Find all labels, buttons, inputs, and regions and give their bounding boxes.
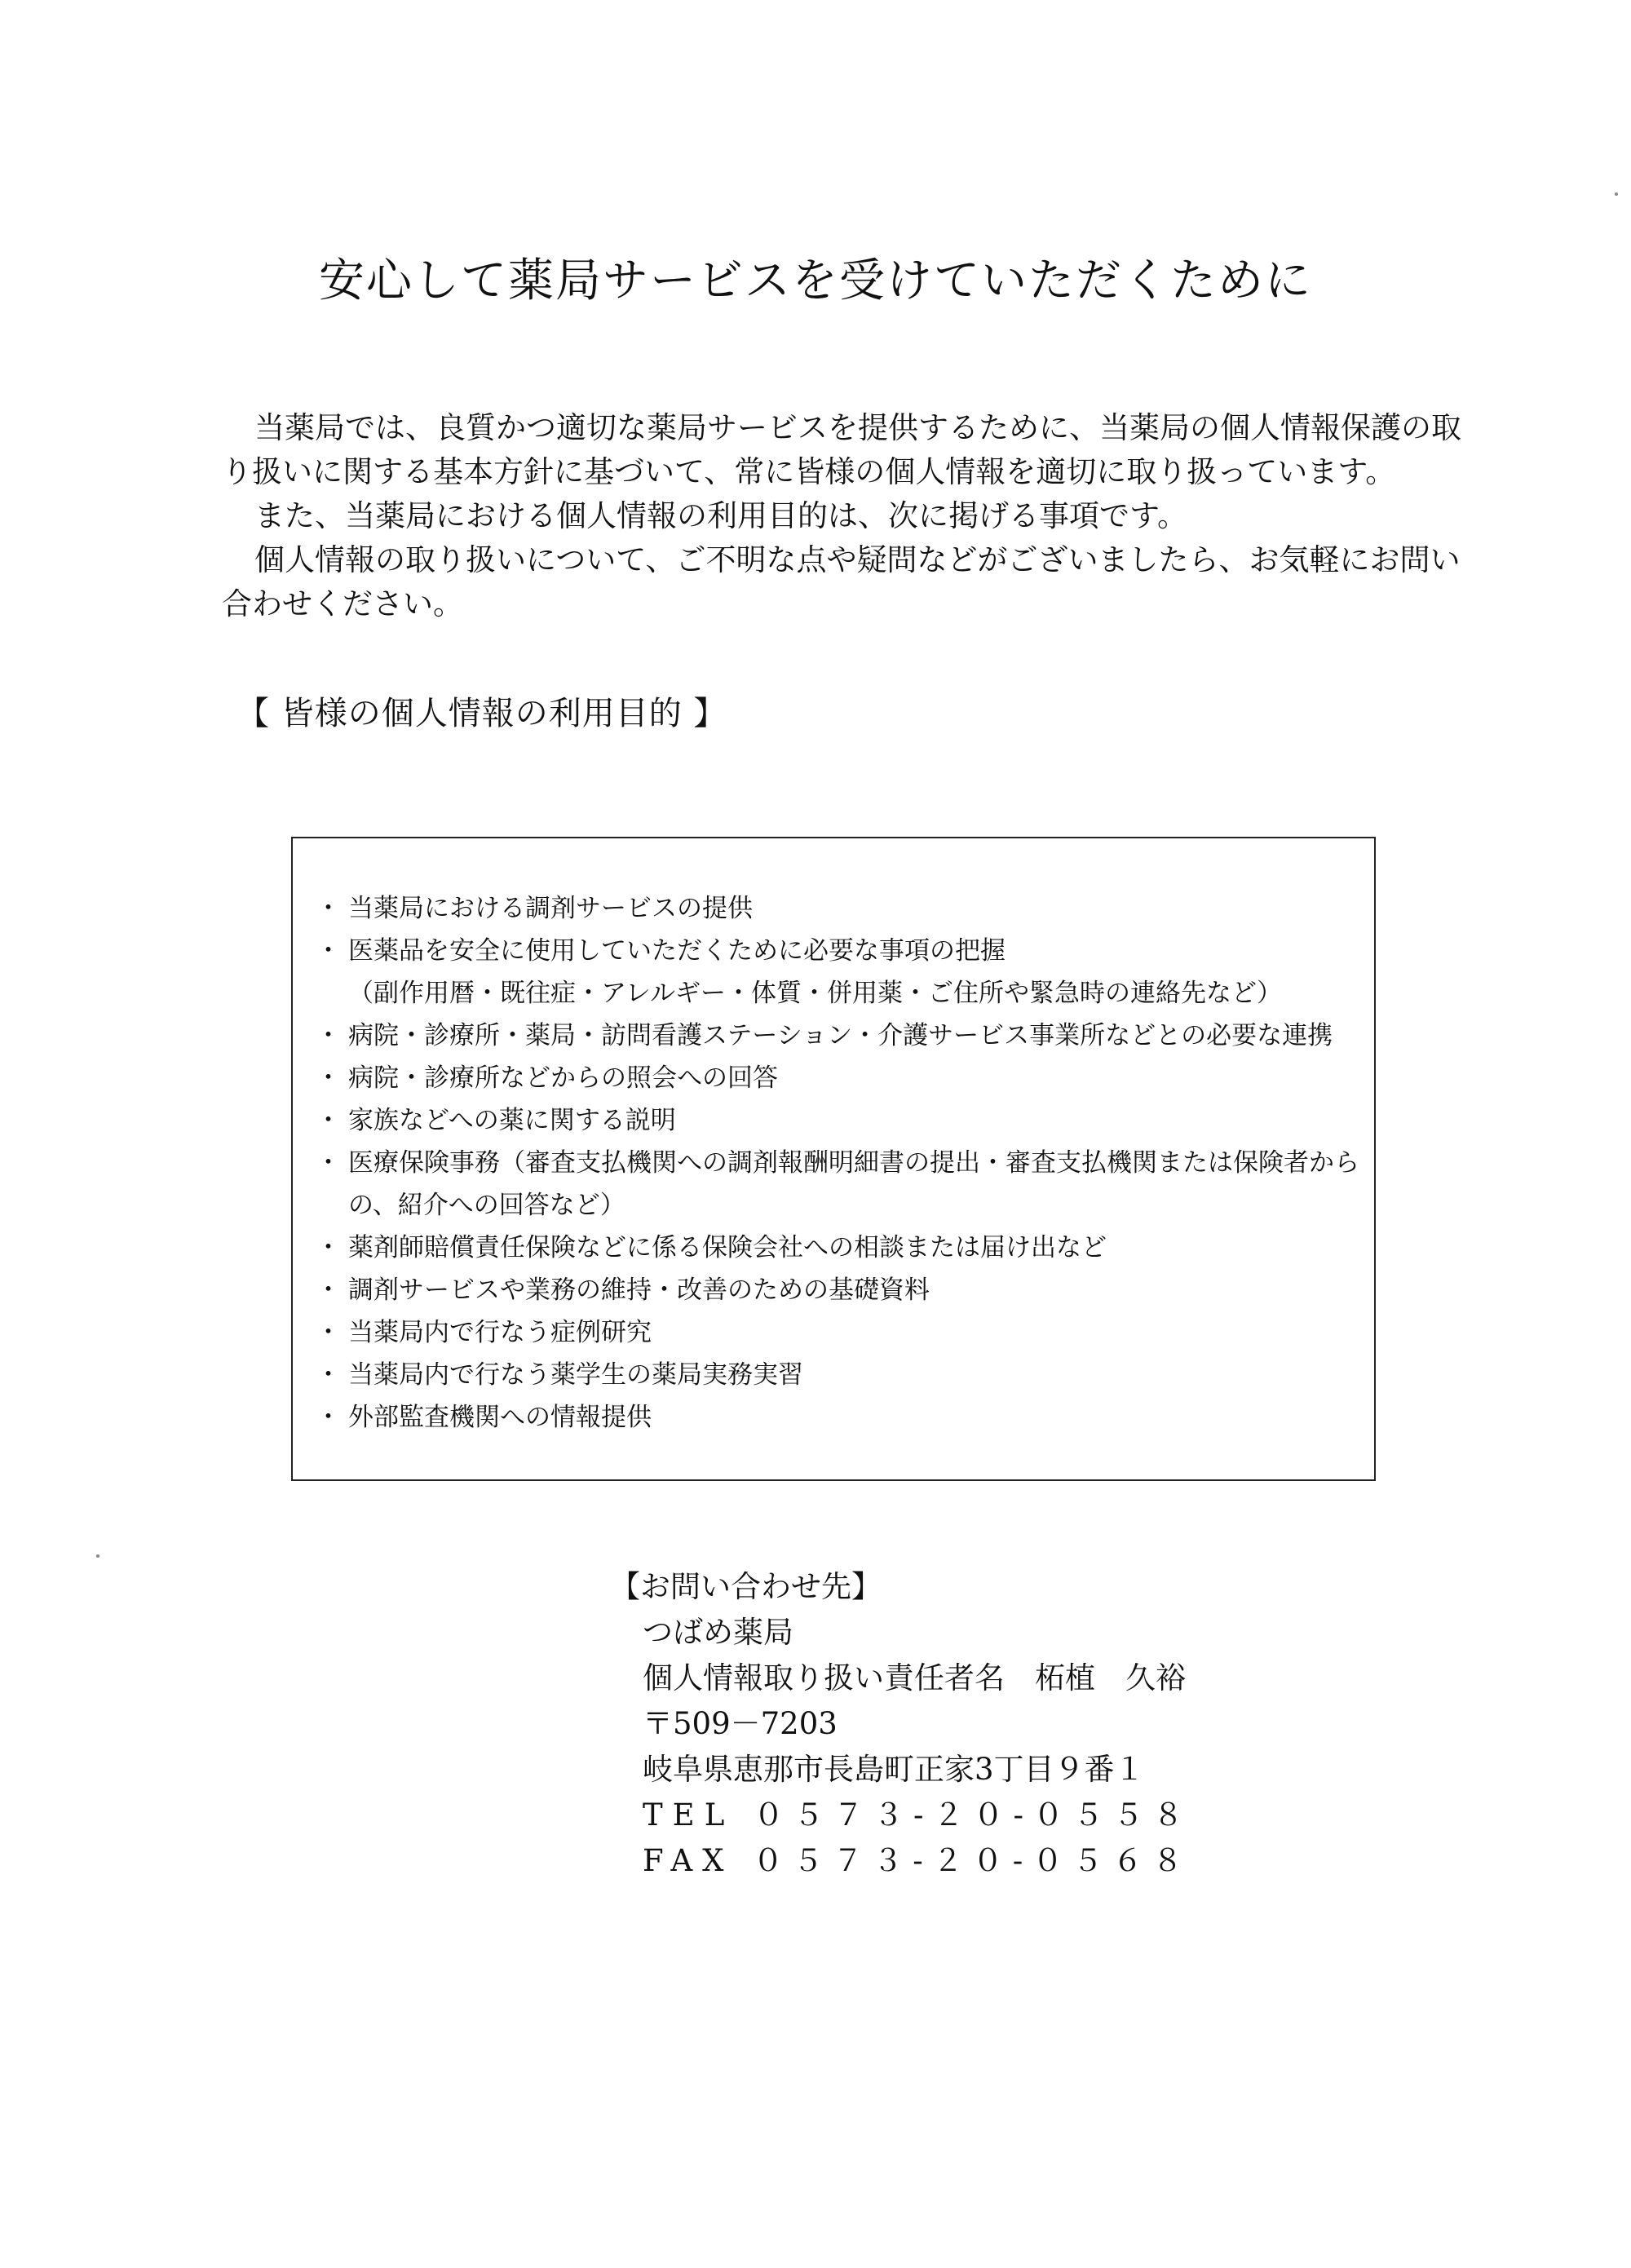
purpose-item-text: 当薬局内で行なう症例研究: [348, 1318, 652, 1347]
purpose-item-body: [348, 1354, 1368, 1396]
purpose-section-heading: 【 皆様の個人情報の利用目的 】: [236, 695, 727, 732]
scan-speck: [1615, 192, 1618, 196]
scan-speck: [96, 1554, 99, 1558]
bullet-mark: ・: [316, 1106, 341, 1135]
bullet-mark: ・: [316, 1403, 341, 1432]
purpose-item-text: 家族などへの薬に関する説明: [348, 1106, 676, 1135]
purpose-item: [316, 1099, 1368, 1142]
contact-manager: 個人情報取り扱い責任者名 柘植 久裕: [643, 1660, 1186, 1695]
purpose-item: [316, 1311, 1368, 1354]
purpose-item-body: [348, 1142, 1368, 1227]
purpose-item-text: 調剤サービスや業務の維持・改善のための基礎資料: [348, 1275, 930, 1305]
purpose-item-text: 薬剤師賠償責任保険などに係る保険会社への相談または届け出など: [348, 1233, 1107, 1262]
contact-tel: TEL ０５７３-２０-０５５８: [643, 1797, 1194, 1833]
purpose-item-body: [348, 1269, 1368, 1311]
purpose-item-body: [348, 1227, 1368, 1269]
purpose-item-body: [348, 930, 1368, 1015]
purpose-item-text: 病院・診療所などからの照会への回答: [348, 1063, 778, 1093]
intro-paragraph-1: 当薬局では、良質かつ適切な薬局サービスを提供するために、当薬局の個人情報保護の取り扱いに関する基本方針に基づいて、常に皆様の個人情報を適切に取り扱っています。: [222, 410, 1461, 489]
purpose-item: [316, 887, 1368, 930]
purpose-item-body: [348, 1015, 1368, 1057]
bullet-mark: ・: [316, 1063, 341, 1093]
purpose-item-text: 当薬局内で行なう薬学生の薬局実務実習: [348, 1360, 803, 1390]
contact-address: 岐阜県恵那市長島町正家3丁目９番１: [643, 1752, 1145, 1787]
intro-paragraph-3: 個人情報の取り扱いについて、ご不明な点や疑問などがございましたら、お気軽にお問い合わせください。: [222, 542, 1461, 621]
purpose-item-body: [348, 1311, 1368, 1354]
purpose-list: [316, 887, 1368, 1439]
intro-section: [222, 406, 1461, 626]
bullet-mark: ・: [316, 1275, 341, 1305]
purpose-item-body: [348, 887, 1368, 930]
purpose-item-body: [348, 1099, 1368, 1142]
bullet-mark: ・: [316, 894, 341, 923]
bullet-mark: ・: [316, 1233, 341, 1262]
page-title: 安心して薬局サービスを受けていただくために: [319, 254, 1312, 307]
bullet-mark: ・: [316, 1148, 341, 1178]
purpose-item-body: [348, 1057, 1368, 1099]
purpose-item: [316, 1227, 1368, 1269]
purpose-item-text: 医療保険事務（審査支払機関への調剤報酬明細書の提出・審査支払機関または保険者からの、紹介への回答など）: [348, 1148, 1359, 1220]
purpose-item-text: 外部監査機関への情報提供: [348, 1403, 652, 1432]
purpose-box: [291, 837, 1376, 1481]
contact-pharmacy-name: つばめ薬局: [643, 1615, 793, 1650]
contact-block: [610, 1564, 1194, 1884]
intro-paragraph-2: また、当薬局における個人情報の利用目的は、次に掲げる事項です。: [254, 498, 1188, 533]
purpose-item: [316, 1142, 1368, 1227]
purpose-item-text: 病院・診療所・薬局・訪問看護ステーション・介護サービス事業所などとの必要な連携: [348, 1021, 1333, 1050]
purpose-item: [316, 1396, 1368, 1439]
bullet-mark: ・: [316, 1318, 341, 1347]
purpose-item: [316, 1057, 1368, 1099]
purpose-item-text: 当薬局における調剤サービスの提供: [348, 894, 753, 923]
bullet-mark: ・: [316, 936, 341, 966]
purpose-item: [316, 1269, 1368, 1311]
purpose-item-text: 医薬品を安全に使用していただくために必要な事項の把握: [348, 936, 1006, 966]
purpose-item: [316, 1354, 1368, 1396]
purpose-item: [316, 930, 1368, 1015]
contact-fax: FAX ０５７３-２０-０５６８: [643, 1843, 1193, 1878]
bullet-mark: ・: [316, 1021, 341, 1050]
contact-heading: 【お問い合わせ先】: [610, 1569, 882, 1604]
bullet-mark: ・: [316, 1360, 341, 1390]
purpose-item-body: [348, 1396, 1368, 1439]
purpose-item-detail: （副作用暦・既往症・アレルギー・体質・併用薬・ご住所や緊急時の連絡先など）: [348, 979, 1282, 1008]
contact-postal-code: 〒509－7203: [643, 1706, 838, 1741]
purpose-item: [316, 1015, 1368, 1057]
